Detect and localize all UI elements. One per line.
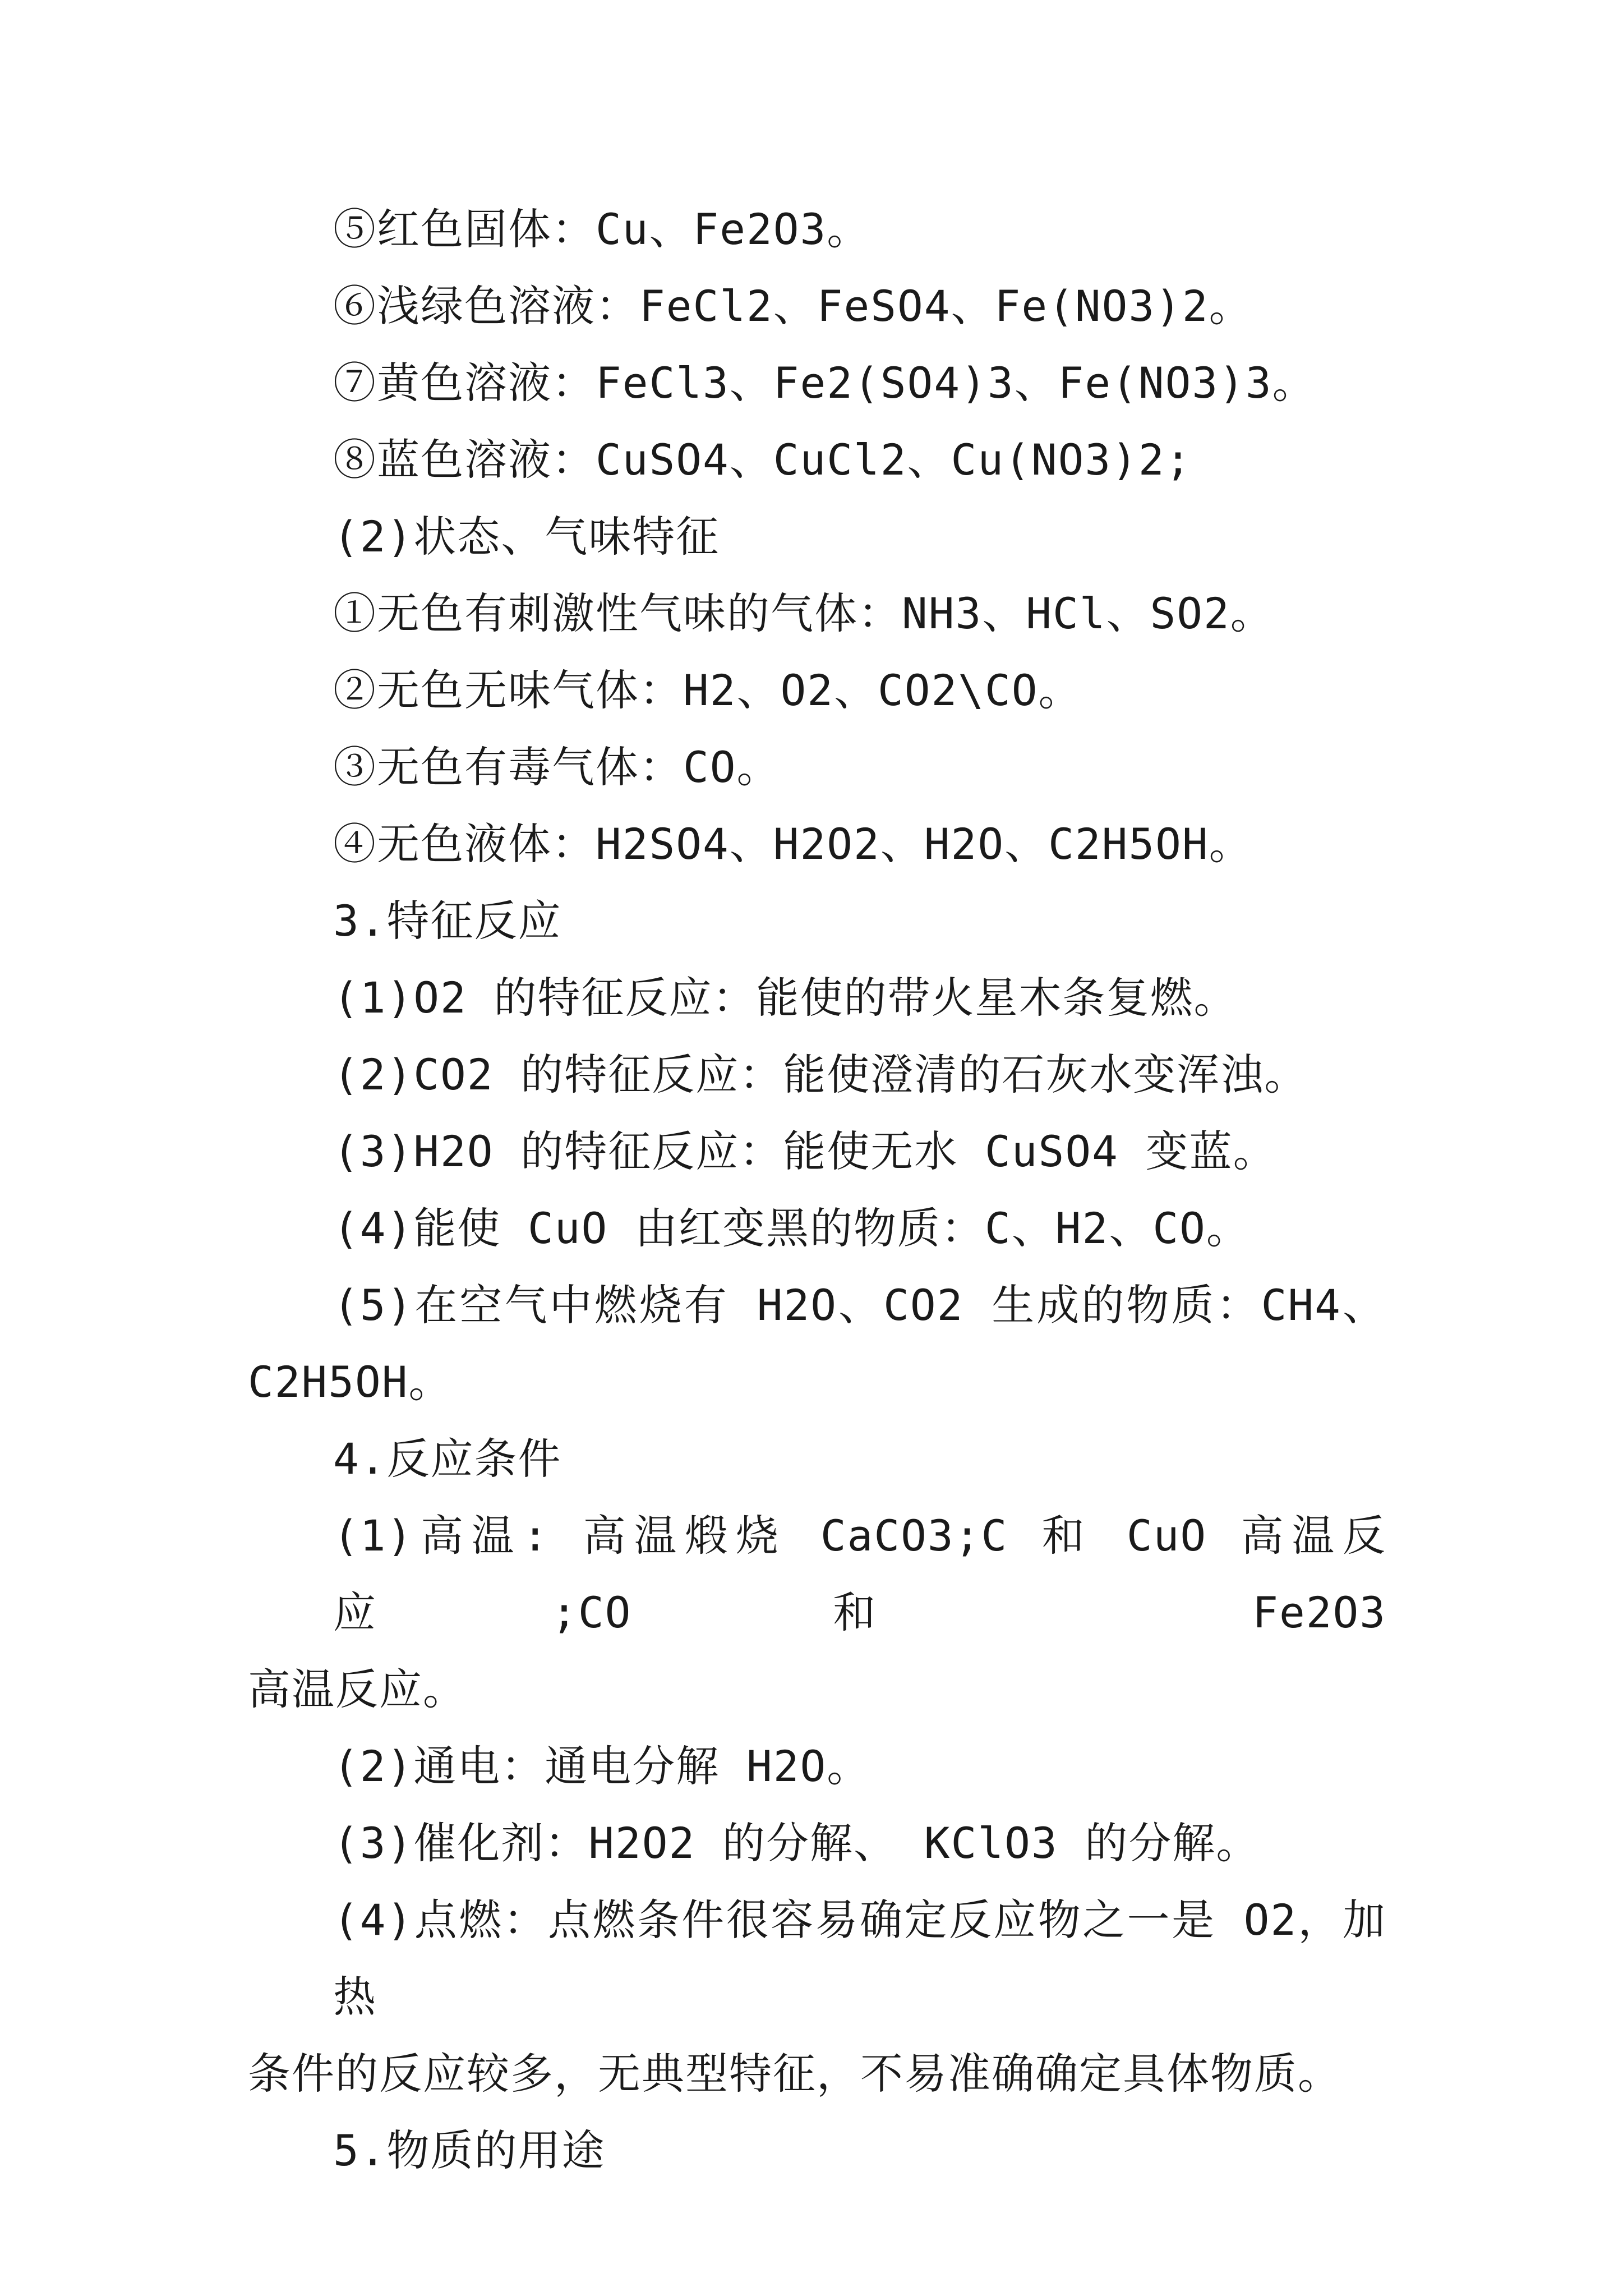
text-line: ⑤红色固体：Cu、Fe2O3。 [333, 204, 871, 254]
text-line: (1)O2 的特征反应：能使的带火星木条复燃。 [333, 973, 1238, 1023]
text-line: (4)点燃：点燃条件很容易确定反应物之一是 O2，加热 [333, 1895, 1386, 2022]
text-line: (3)催化剂：H2O2 的分解、 KClO3 的分解。 [333, 1818, 1260, 1868]
text-line-continuation: C2H5OH。 [248, 1357, 453, 1407]
text-line-continuation: 条件的反应较多，无典型特征，不易准确确定具体物质。 [248, 2049, 1341, 2099]
text-line: (5)在空气中燃烧有 H2O、CO2 生成的物质：CH4、 [333, 1280, 1386, 1330]
text-line: ②无色无味气体：H2、O2、CO2\CO。 [333, 665, 1082, 715]
text-line: ⑧蓝色溶液：CuSO4、CuCl2、Cu(NO3)2; [333, 435, 1192, 485]
text-line: (1)高温: 高温煅烧 CaCO3;C 和 CuO 高温反应;CO 和 Fe2O3 [333, 1511, 1386, 1637]
text-line: ①无色有刺激性气味的气体：NH3、HCl、SO2。 [333, 588, 1274, 638]
text-line: (2)通电：通电分解 H2O。 [333, 1741, 871, 1791]
text-line: ④无色液体：H2SO4、H2O2、H2O、C2H5OH。 [333, 819, 1253, 869]
text-line: (2)CO2 的特征反应：能使澄清的石灰水变浑浊。 [333, 1050, 1308, 1099]
text-line: ③无色有毒气体：CO。 [333, 742, 781, 792]
document-body [248, 191, 1386, 2189]
text-line: (3)H2O 的特征反应：能使无水 CuSO4 变蓝。 [333, 1126, 1277, 1176]
text-line-continuation: 高温反应。 [248, 1664, 467, 1714]
section-heading: 4.反应条件 [333, 1434, 562, 1484]
section-heading: 5.物质的用途 [333, 2125, 606, 2175]
text-line: ⑥浅绿色溶液：FeCl2、FeSO4、Fe(NO3)2。 [333, 281, 1253, 331]
text-line: ⑦黄色溶液：FeCl3、Fe2(SO4)3、Fe(NO3)3。 [333, 358, 1316, 408]
subsection-heading: (2)状态、气味特征 [333, 512, 720, 562]
text-line: (4)能使 CuO 由红变黑的物质：C、H2、CO。 [333, 1203, 1250, 1253]
section-heading: 3.特征反应 [333, 896, 562, 946]
